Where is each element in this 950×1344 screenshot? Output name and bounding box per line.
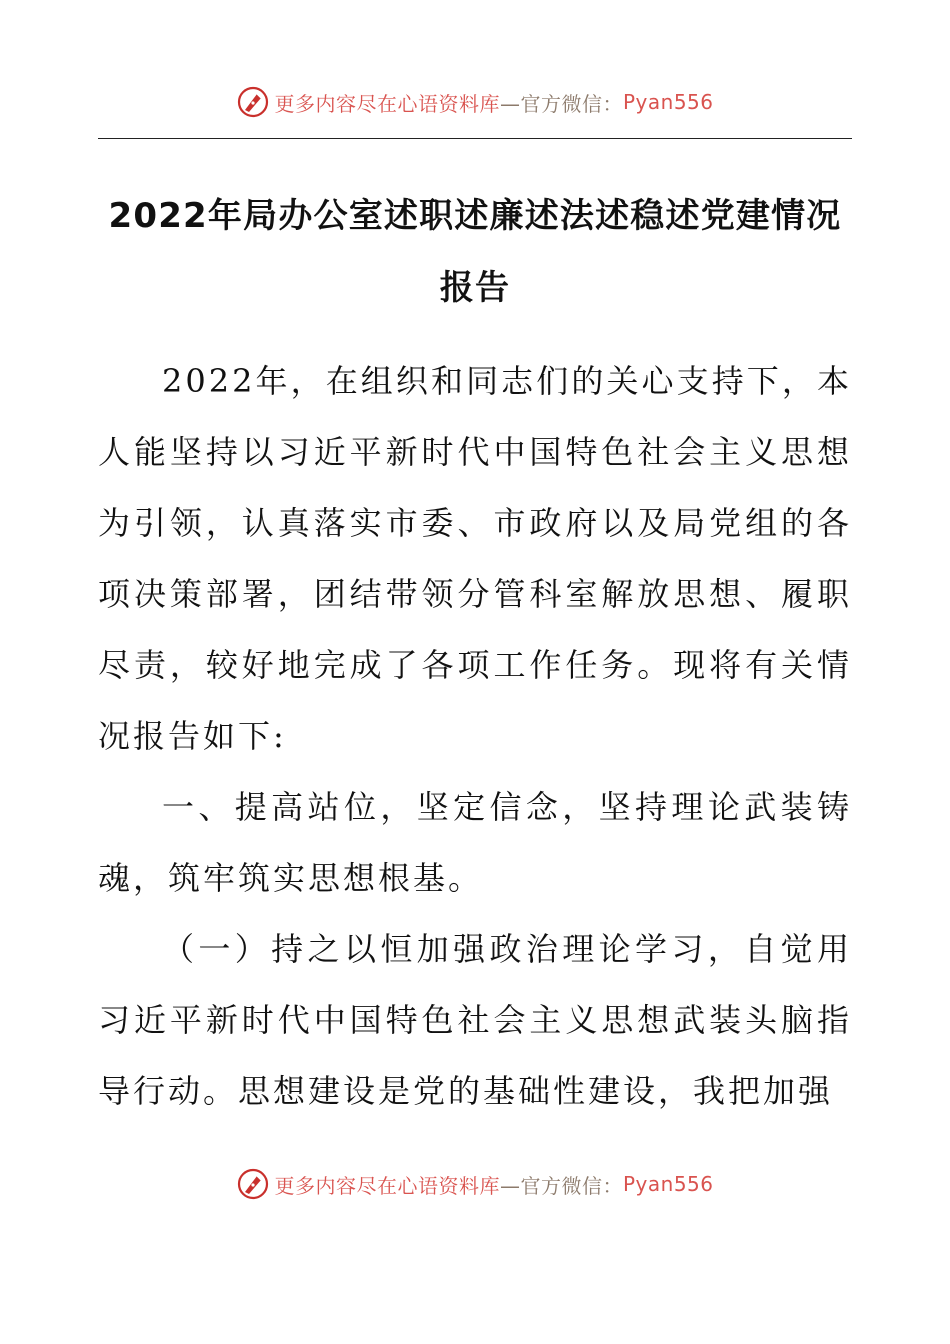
pen-nib-logo-icon xyxy=(236,1167,270,1201)
pen-nib-logo-icon xyxy=(236,85,270,119)
resource-library-link[interactable]: 更多内容尽在心语资料库 xyxy=(274,91,500,116)
wechat-id: Pyan556 xyxy=(622,1172,714,1196)
resource-library-link[interactable]: 更多内容尽在心语资料库 xyxy=(274,1173,500,1198)
section-heading: 一、提高站位，坚定信念，坚持理论武装铸魂，筑牢筑实思想根基。 xyxy=(98,788,852,897)
body-paragraph: （一）持之以恒加强政治理论学习，自觉用习近平新时代中国特色社会主义思想武装头脑指导行动。思想建设是党的基础性建设，我把加强 xyxy=(98,930,852,1110)
body-paragraph: 2022年，在组织和同志们的关心支持下，本人能坚持以习近平新时代中国特色社会主义思想为引领，认真落实市委、市政府以及局党组的各项决策部署，团结带领分管科室解放思想、履职尽责，较好地完成了各项工作任务。现将有关情况报告如下: xyxy=(98,362,852,755)
wechat-label: —官方微信： xyxy=(499,1173,623,1198)
wechat-label: —官方微信： xyxy=(499,91,623,116)
wechat-id: Pyan556 xyxy=(622,90,714,114)
document-title: 2022年局办公室述职述廉述法述稳述党建情况报告 xyxy=(108,196,842,308)
header-banner xyxy=(0,80,950,124)
header-divider xyxy=(98,138,852,139)
footer-banner xyxy=(0,1162,950,1206)
document-body xyxy=(98,346,852,1127)
